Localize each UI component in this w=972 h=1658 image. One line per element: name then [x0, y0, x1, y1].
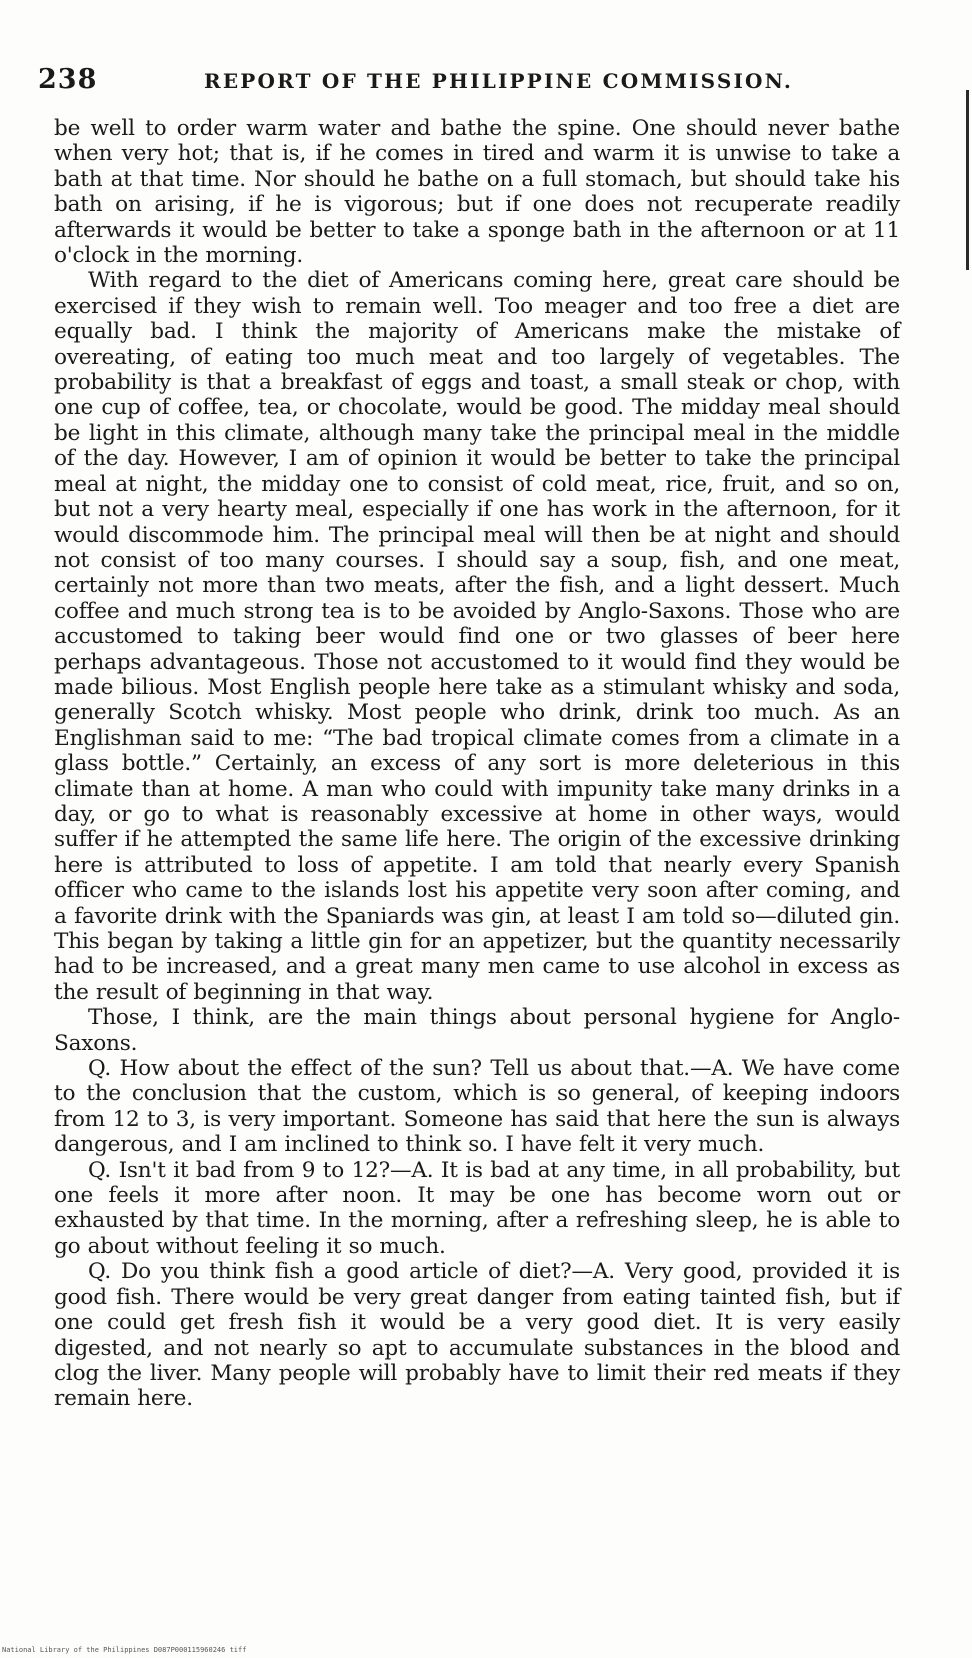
paragraph-hygiene-summary: Those, I think, are the main things about personal hygiene for Anglo-Saxons. — [54, 1005, 900, 1056]
paragraph-bathing: be well to order warm water and bathe the spine. One should never bathe when very hot; that is, if he comes in tired and warm it is unwise to take a bath at that time. Nor should he bathe on a full stomach, but should take his bath on arising, if he is vigorous; but if one does not recuperate readily afterwards it would be better to take a sponge bath in the afternoon or at 11 o'clock in the morning. — [54, 116, 900, 269]
paragraph-question-sun: Q. How about the effect of the sun? Tell us about that.—A. We have come to the conclusion that the custom, which is so general, of keeping indoors from 12 to 3, is very important. Someone has said that here the sun is always dangerous, and I am inclined to think so. I have felt it very much. — [54, 1056, 900, 1158]
paragraph-question-hours: Q. Isn't it bad from 9 to 12?—A. It is bad at any time, in all probability, but one feels it more after noon. It may be one has become worn out or exhausted by that time. In the morning, after a refreshing sleep, he is able to go about without feeling it so much. — [54, 1157, 900, 1259]
running-title: REPORT OF THE PHILIPPINE COMMISSION. — [204, 69, 794, 93]
margin-rule — [966, 90, 969, 270]
paragraph-question-fish: Q. Do you think fish a good article of diet?—A. Very good, provided it is good fish. There would be very great danger from eating tainted fish, but if one could get fresh fish it would be a very good diet. It is very easily digested, and not nearly so apt to accumulate substances in the blood and clog the liver. Many people will probably have to limit their red meats if they remain here. — [54, 1259, 900, 1412]
scan-footer-note: National Library of the Philippines D087P000115960246 tiff — [2, 1646, 247, 1654]
body-text — [54, 116, 900, 1412]
paragraph-diet: With regard to the diet of Americans coming here, great care should be exercised if they wish to remain well. Too meager and too free a diet are equally bad. I think the majority of Americans make the mistake of overeating, of eating too much meat and too largely of vegetables. The probability is that a breakfast of eggs and toast, a small steak or chop, with one cup of coffee, tea, or chocolate, would be good. The midday meal should be light in this climate, although many take the principal meal in the middle of the day. However, I am of opinion it would be better to take the principal meal at night, the midday one to consist of cold meat, rice, fruit, and so on, but not a very hearty meal, especially if one has work in the afternoon, for it would discommode him. The principal meal will then be at night and should not consist of too many courses. I should say a soup, fish, and one meat, certainly not more than two meats, after the fish, and a light dessert. Much coffee and much strong tea is to be avoided by Anglo-Saxons. Those who are accustomed to taking beer would find one or two glasses of beer here perhaps advantageous. Those not accustomed to it would find they would be made bilious. Most English people here take as a stimulant whisky and soda, generally Scotch whisky. Most people who drink, drink too much. As an Englishman said to me: “The bad tropical climate comes from a climate in a glass bottle.” Certainly, an excess of any sort is more deleterious in this climate than at home. A man who could with impunity take many drinks in a day, or go to what is reasonably excessive at home in other ways, would suffer if he attempted the same life here. The origin of the excessive drinking here is attributed to loss of appetite. I am told that nearly every Spanish officer who came to the islands lost his appetite very soon after coming, and a favorite drink with the Spaniards was gin, at least I am told so—diluted gin. This began by taking a little gin for an appetizer, but the quantity necessarily had to be increased, and a great many men came to use alcohol in excess as the result of beginning in that way. — [54, 268, 900, 1005]
page-header — [38, 64, 918, 98]
page-number: 238 — [38, 64, 98, 95]
